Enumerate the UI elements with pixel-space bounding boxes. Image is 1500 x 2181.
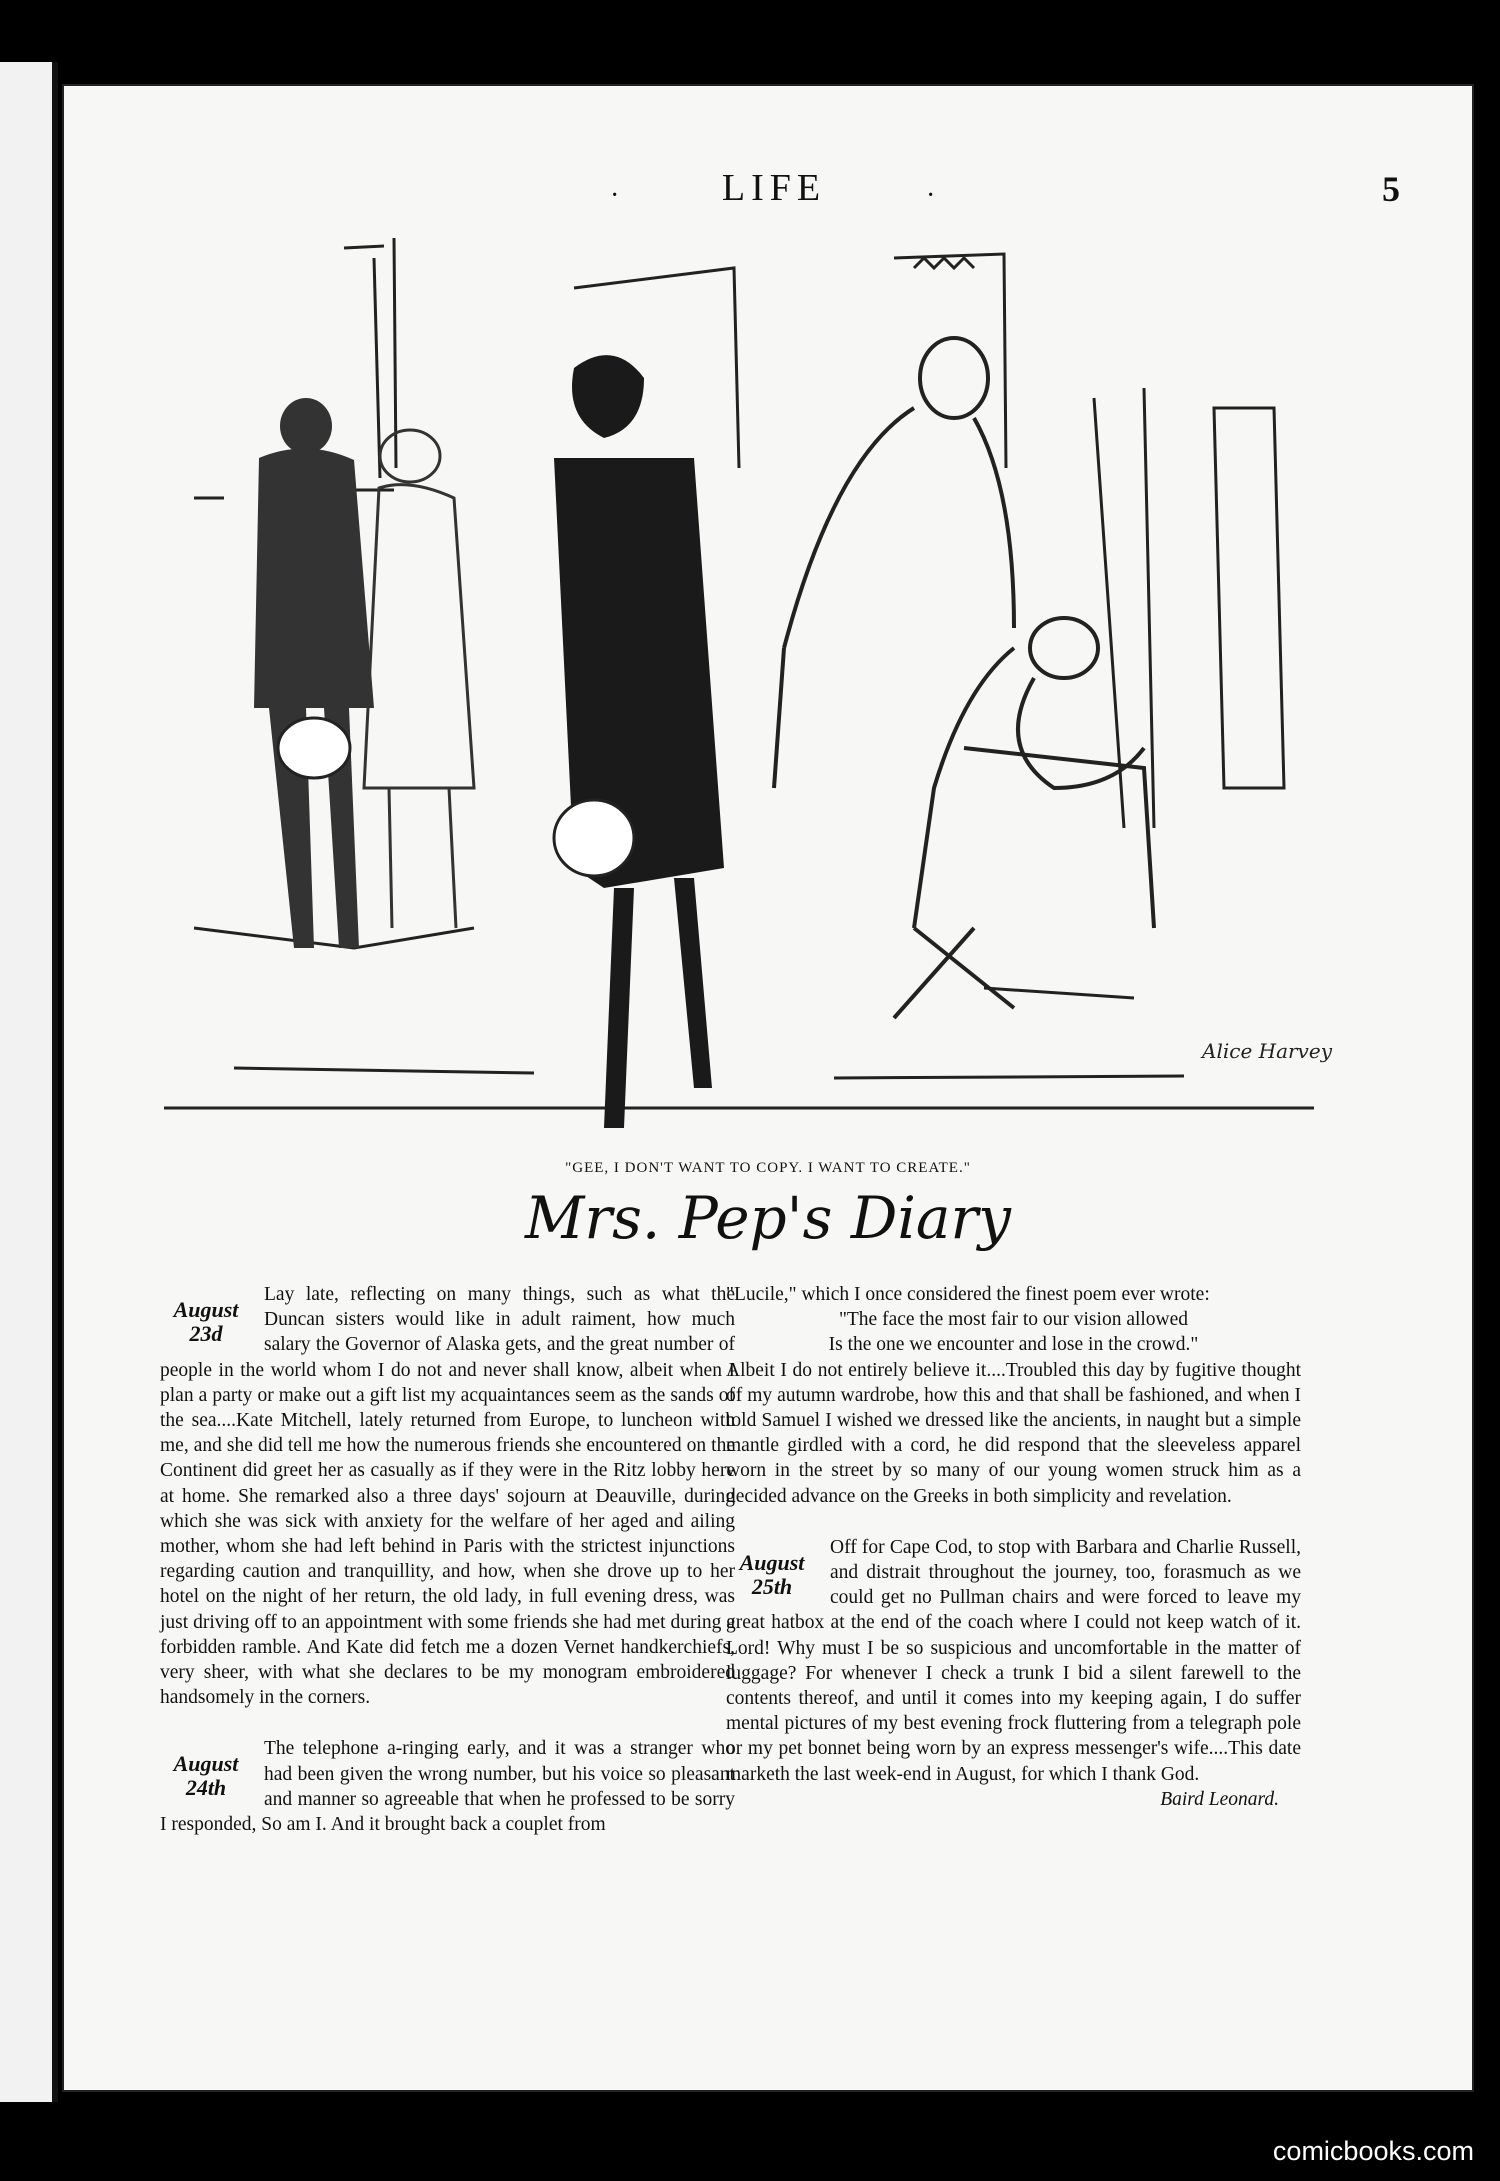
diary-entry-august-25 [726,1535,1301,1787]
page-header [64,166,1472,226]
cartoon-caption: "GEE, I DON'T WANT TO COPY. I WANT TO CREATE." [565,1160,971,1176]
text-column-left [160,1282,735,1837]
entry-text-after-verse: Albeit I do not entirely believe it....Troubled this day by fugitive thought of my autumn wardrobe, how this and that shall be fashioned, and when I told Samuel I wished we dressed like the ancients, in naught but a simple mantle girdled with a cord, he did respond that the sleeveless apparel worn in the street by so many of our young women struck him as a decided advance on the Greeks in both simplicity and revelation. [726,1359,1301,1507]
cartoon-illustration [134,228,1344,1140]
magazine-title: LIFE [721,167,827,209]
diary-entry-august-23 [160,1282,735,1710]
text-column-right [726,1282,1301,1812]
entry-text: Off for Cape Cod, to stop with Barbara and Charlie Russell, and distrait throughout the journey, too, forasmuch as we could get no Pullman chairs and were forced to leave my great hatbox at the end of the coach where I could not keep watch of it. Lord! Why must I be so suspicious and uncomfortable in the matter of luggage? For whenever I check a trunk I bid a silent farewell to the contents thereof, and until it comes into my keeping again, I do suffer mental pictures of my best evening frock fluttering from a telegraph pole or my pet bonnet being worn by an express messenger's wife....This date marketh the last week-end in August, for which I thank God. [726,1536,1301,1785]
site-watermark: comicbooks.com [1272,2136,1474,2166]
verse-line-1: "The face the most fair to our vision allowed [838,1309,1189,1331]
entry-continuation: "Lucile," which I once considered the finest poem ever wrote: [726,1284,1210,1305]
entry-date: August 23d [173,1297,239,1346]
adjacent-page-edge [0,62,58,2102]
diary-entry-august-24 [160,1736,735,1837]
magazine-page [62,84,1474,2092]
entry-date: August 25th [739,1549,805,1599]
entry-text: The telephone a-ringing early, and it was a stranger who had been given the wrong number, but his voice so pleasant and manner so agreeable that when he professed to be sorry I responded, So am I. And it brought back a couplet from [160,1738,735,1836]
entry-date: August 24th [173,1751,239,1801]
page-number: 5 [1382,169,1400,209]
artist-signature: Alice Harvey [1202,1039,1332,1063]
author-signature: Baird Leonard. [1160,1788,1279,1810]
article-title: Mrs. Pep's Diary [525,1184,1011,1252]
header-dot-left: · [610,180,620,211]
entry-text: Lay late, reflecting on many things, such as what the Duncan sisters would like in adult raiment, how much salary the Governor of Alaska gets, and the great number of people in the world whom I do not and never shall know, albeit when I plan a party or make out a gift list my acquaintances seem as the sands of the sea....Kate Mitchell, lately returned from Europe, to luncheon with me, and she did tell me how the numerous friends she encountered on the Continent did greet her as casually as if they were in the Ritz lobby here at home. She remarked also a three days' sojourn at Deauville, during which she was sick with anxiety for the welfare of her aged and ailing mother, whom she had left behind in Paris with the strictest injunctions regarding caution and tranquillity, and how, when she drove up to her hotel on the night of her return, the old lady, in full evening dress, was just driving off to an appointment with some friends she had met during a forbidden ramble. And Kate did fetch me a dozen Vernet handkerchiefs, very sheer, with what she declares to be my monogram embroidered handsomely in the corners. [160,1284,735,1709]
header-dot-right: · [926,180,936,211]
verse-line-2: Is the one we encounter and lose in the crowd." [828,1334,1199,1356]
